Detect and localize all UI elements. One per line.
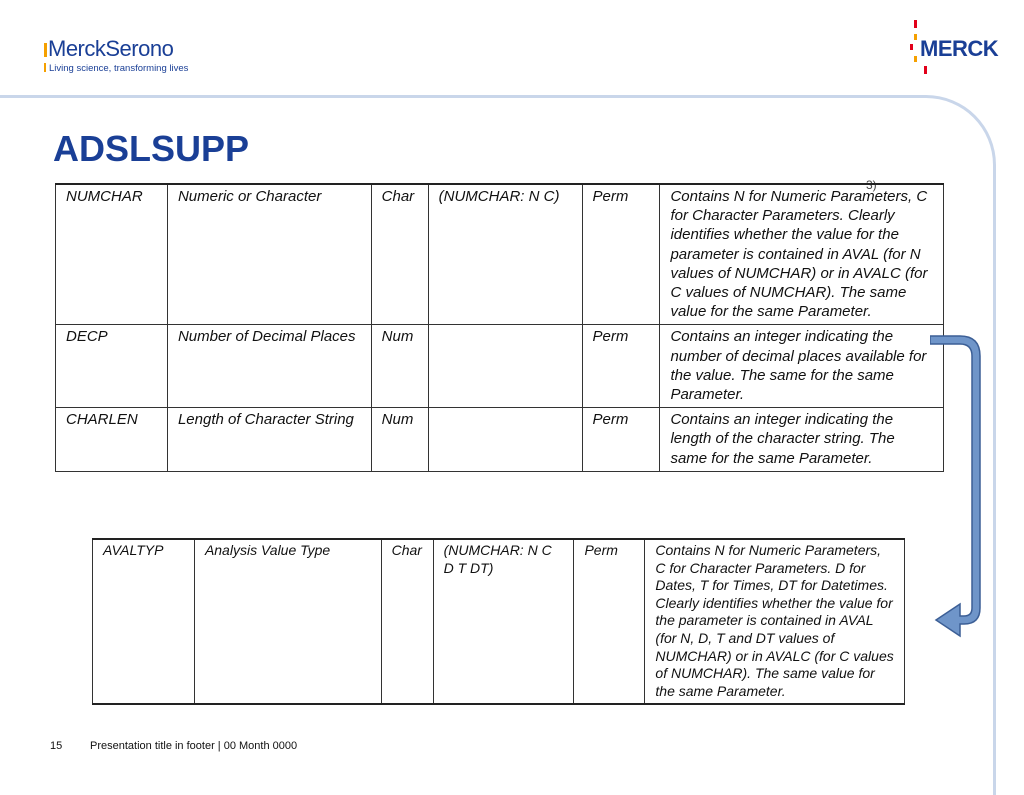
- variable-label: Number of Decimal Places: [167, 325, 371, 408]
- merck-serono-logo: [44, 36, 188, 74]
- variable-name: DECP: [56, 325, 168, 408]
- variable-spec-table: [55, 183, 944, 472]
- table-row: [56, 325, 944, 408]
- table-row: [56, 184, 944, 325]
- replacement-arrow-icon: [930, 332, 990, 642]
- variable-type: Num: [371, 408, 428, 472]
- variable-type: Char: [371, 184, 428, 325]
- variable-codelist: (NUMCHAR: N C): [428, 184, 582, 325]
- page-number: 15: [50, 740, 63, 752]
- variable-name: CHARLEN: [56, 408, 168, 472]
- replacement-spec-table: [92, 538, 905, 705]
- variable-core: Perm: [582, 408, 660, 472]
- variable-type: Num: [371, 325, 428, 408]
- variable-description: Contains an integer indicating the length of the character string. The same for the same Parameter.: [660, 408, 944, 472]
- variable-core: Perm: [582, 325, 660, 408]
- variable-name: AVALTYP: [93, 539, 195, 704]
- variable-core: Perm: [582, 184, 660, 325]
- table-row: [93, 539, 905, 704]
- variable-name: NUMCHAR: [56, 184, 168, 325]
- merck-logo: [906, 18, 998, 78]
- merck-logo-tick-icon: [914, 56, 917, 62]
- variable-label: Analysis Value Type: [194, 539, 381, 704]
- merck-serono-tagline: Living science, transforming lives: [49, 63, 189, 74]
- variable-description: Contains N for Numeric Parameters, C for Character Parameters. Clearly identifies whether the value for the parameter is contained in AVAL (for N values of NUMCHAR) or in AVALC (for C values of NUMCHAR). The same value for the same Parameter.: [660, 184, 944, 325]
- variable-description: Contains N for Numeric Parameters, C for Character Parameters. D for Dates, T for Times, DT for Datetimes. Clearly identifies whether the value for the parameter is contained in AVAL (for N, D, T and DT values of NUMCHAR) or in AVALC (for C values of NUMCHAR). The same value for the same Parameter.: [645, 539, 905, 704]
- merck-logo-tick-icon: [924, 66, 927, 74]
- tagline-bar-icon: [44, 63, 46, 72]
- arrow-shape: [930, 336, 980, 636]
- variable-codelist: (NUMCHAR: N C D T DT): [433, 539, 574, 704]
- merck-serono-wordmark: MerckSerono: [48, 36, 174, 61]
- merck-logo-tick-icon: [910, 44, 913, 50]
- variable-codelist: [428, 408, 582, 472]
- variable-description: Contains an integer indicating the number of decimal places available for the value. The same for the same Parameter.: [660, 325, 944, 408]
- variable-core: Perm: [574, 539, 645, 704]
- variable-label: Length of Character String: [167, 408, 371, 472]
- merck-logo-tick-icon: [914, 20, 917, 28]
- corner-mark: 3): [866, 178, 877, 192]
- footer-text: Presentation title in footer | 00 Month 0000: [90, 740, 298, 752]
- logo-bar-icon: [44, 43, 47, 57]
- table-row: [56, 408, 944, 472]
- slide-title: ADSLSUPP: [53, 128, 250, 169]
- merck-wordmark: MERCK: [920, 36, 999, 61]
- variable-type: Char: [381, 539, 433, 704]
- variable-label: Numeric or Character: [167, 184, 371, 325]
- merck-logo-tick-icon: [914, 34, 917, 40]
- variable-codelist: [428, 325, 582, 408]
